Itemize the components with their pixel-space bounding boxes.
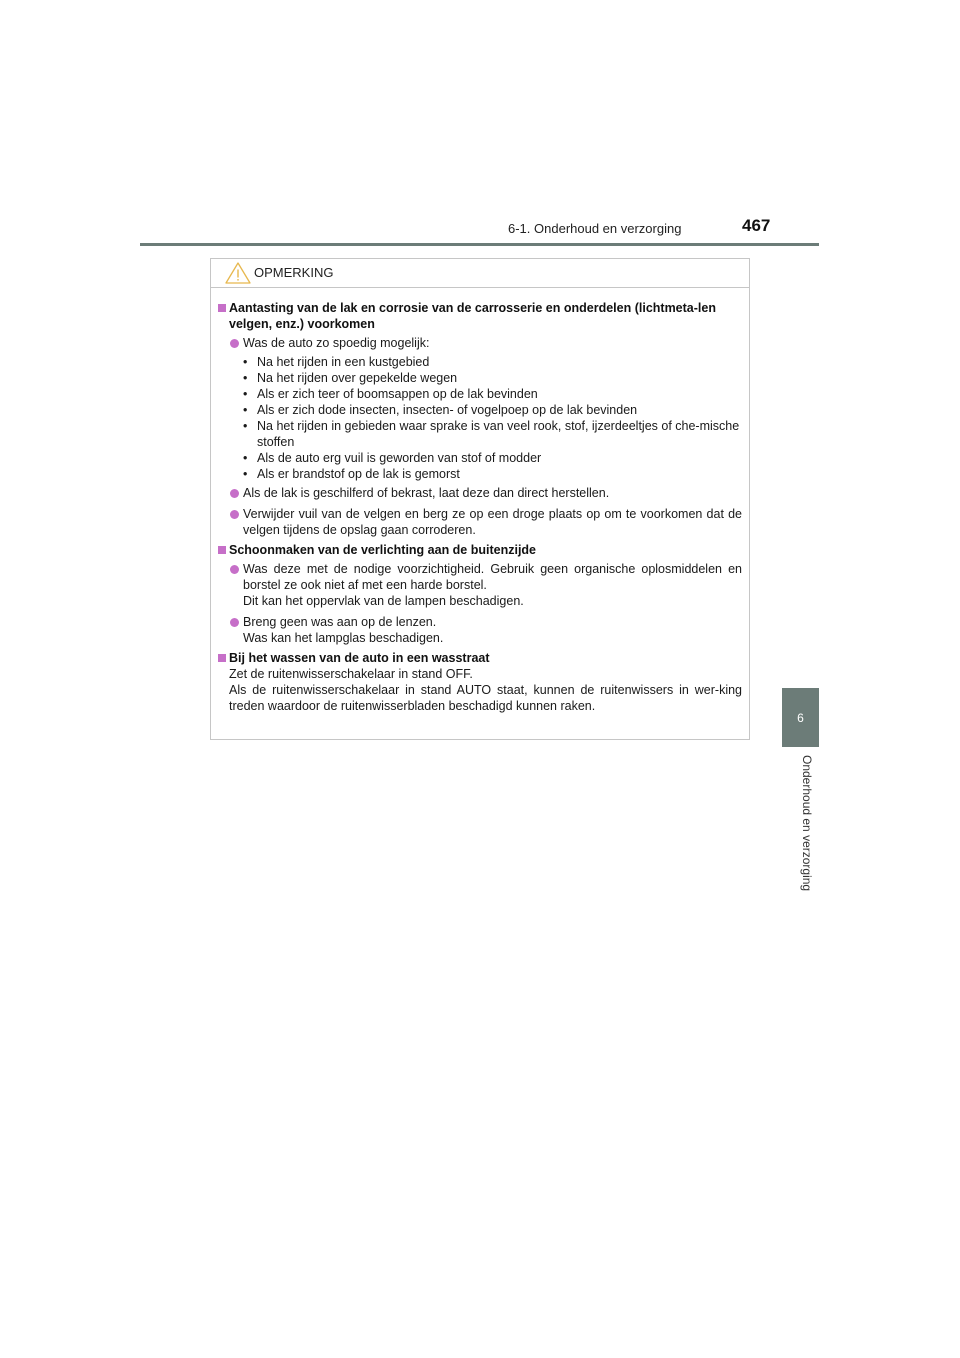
section-title (218, 542, 742, 558)
sub-item (243, 354, 742, 370)
sub-item (243, 466, 742, 482)
circle-bullet-icon (230, 510, 239, 519)
notice-label: OPMERKING (254, 265, 334, 280)
paragraph: Zet de ruitenwisserschakelaar in stand OFF. (229, 667, 473, 681)
header-rule (140, 243, 819, 246)
notice-body (218, 300, 742, 718)
square-bullet-icon (218, 654, 226, 662)
section-title (218, 650, 742, 666)
sub-item-text: Na het rijden in een kustgebied (257, 355, 430, 369)
sub-list (218, 354, 742, 482)
sub-item (243, 386, 742, 402)
bullet-text: Was deze met de nodige voorzichtigheid. Gebruik geen organische oplosmiddelen en borstel ze ook niet af met een harde borstel. (243, 562, 742, 592)
bullet-item (218, 614, 742, 646)
sub-item-text: Als er zich teer of boomsappen op de lak bevinden (257, 387, 538, 401)
circle-bullet-icon (230, 565, 239, 574)
chapter-side-label: Onderhoud en verzorging (800, 755, 814, 892)
sub-item-text: Na het rijden in gebieden waar sprake is van veel rook, stof, ijzerdeeltjes of che-mische stoffen (257, 419, 740, 449)
page-number: 467 (742, 216, 771, 235)
sub-item (243, 450, 742, 466)
warning-triangle-icon (225, 262, 251, 289)
circle-bullet-icon (230, 339, 239, 348)
dot-mark-icon: • (243, 467, 248, 481)
sub-item-text: Als er zich dode insecten, insecten- of vogelpoep op de lak bevinden (257, 403, 638, 417)
bullet-extra-text: Dit kan het oppervlak van de lampen beschadigen. (243, 594, 524, 608)
dot-mark-icon: • (243, 371, 248, 385)
section-exterior-lights (218, 542, 742, 646)
sub-item-text: Na het rijden over gepekelde wegen (257, 371, 458, 385)
square-bullet-icon (218, 546, 226, 554)
section-title-text: Aantasting van de lak en corrosie van de carrosserie en onderdelen (lichtmeta-len velgen, enz.) voorkomen (229, 301, 716, 331)
bullet-item (218, 506, 742, 538)
circle-bullet-icon (230, 489, 239, 498)
dot-mark-icon: • (243, 451, 248, 465)
sub-item (243, 418, 742, 450)
section-car-wash (218, 650, 742, 714)
dot-mark-icon: • (243, 419, 248, 433)
header-title: 6-1. Onderhoud en verzorging (508, 221, 682, 236)
section-paint-protection (218, 300, 742, 538)
bullet-item (218, 485, 742, 501)
bullet-text: Verwijder vuil van de velgen en berg ze op een droge plaats op om te voorkomen dat de velgen tijdens de opslag gaan corroderen. (243, 507, 742, 537)
square-bullet-icon (218, 304, 226, 312)
chapter-tab: 6 (782, 688, 819, 747)
bullet-extra-text: Was kan het lampglas beschadigen. (243, 631, 444, 645)
section-title-text: Bij het wassen van de auto in een wasstraat (229, 651, 490, 665)
sub-item-text: Als de auto erg vuil is geworden van stof of modder (257, 451, 542, 465)
bullet-text: Was de auto zo spoedig mogelijk: (243, 336, 430, 350)
dot-mark-icon: • (243, 355, 248, 369)
sub-item (243, 370, 742, 386)
bullet-text: Als de lak is geschilferd of bekrast, laat deze dan direct herstellen. (243, 486, 610, 500)
paragraph: Als de ruitenwisserschakelaar in stand AUTO staat, kunnen de ruitenwissers in wer-king treden waardoor de ruitenwisserbladen beschadigd kunnen raken. (229, 683, 742, 713)
dot-mark-icon: • (243, 387, 248, 401)
section-title-text: Schoonmaken van de verlichting aan de buitenzijde (229, 543, 537, 557)
dot-mark-icon: • (243, 403, 248, 417)
circle-bullet-icon (230, 618, 239, 627)
notice-header (211, 259, 749, 288)
bullet-item (218, 561, 742, 609)
section-title (218, 300, 742, 332)
bullet-text: Breng geen was aan op de lenzen. (243, 615, 437, 629)
sub-item-text: Als er brandstof op de lak is gemorst (257, 467, 460, 481)
sub-item (243, 402, 742, 418)
notice-box (210, 258, 750, 740)
bullet-item (218, 335, 742, 351)
